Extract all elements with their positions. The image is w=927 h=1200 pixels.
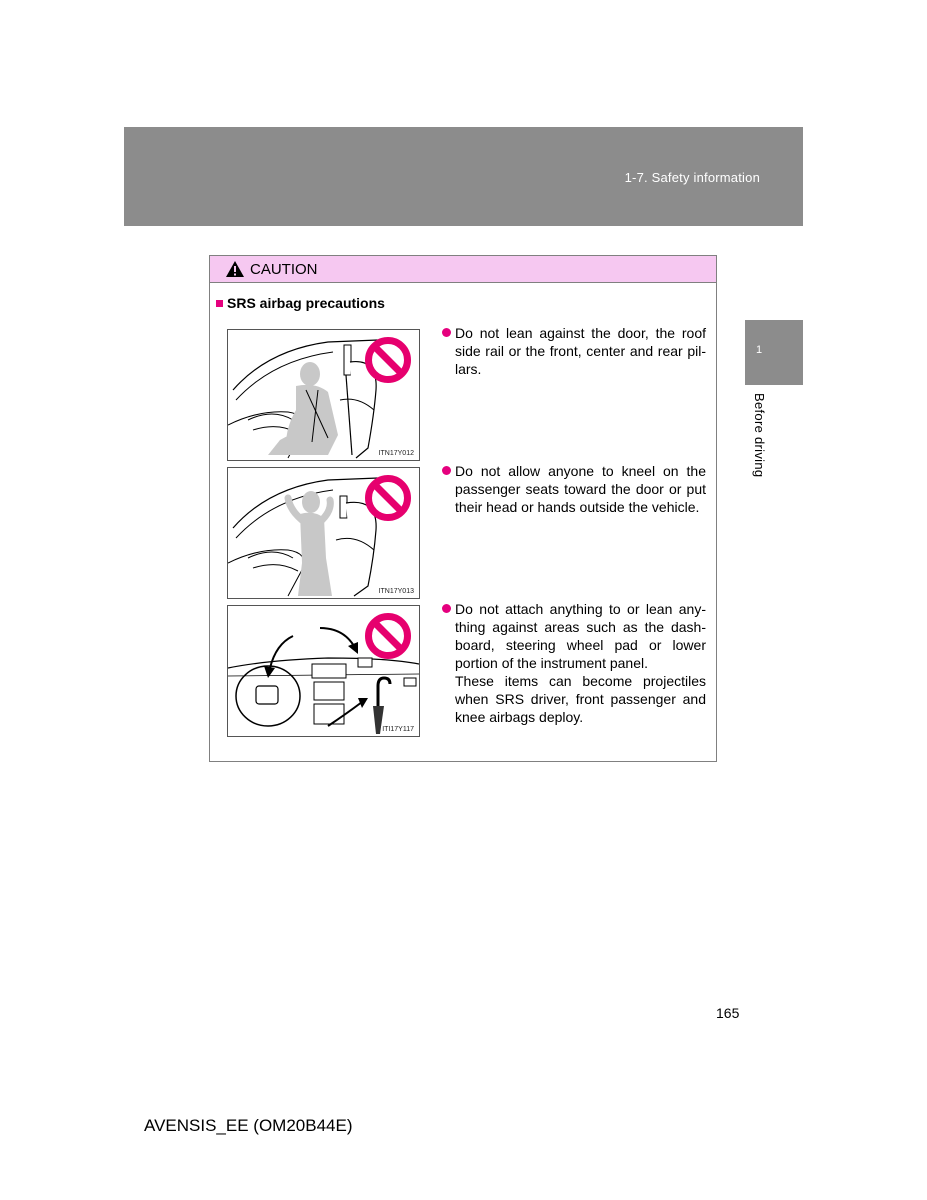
header-band [124,127,803,226]
caution-item [442,462,706,516]
caution-item [442,600,706,726]
illustration-lean-door [227,329,420,461]
prohibited-icon [364,336,412,384]
illustration-kneel-seat [227,467,420,599]
chapter-number: 1 [756,344,763,356]
prohibited-icon [364,612,412,660]
subheading-text: SRS airbag precautions [227,295,385,311]
page-number: 165 [716,1005,740,1021]
caution-item-text-main: Do not attach anything to or lean any-thing against areas such as the dash-board, steering wheel pad or lower portion of the instrument panel. [455,601,706,671]
document-id: AVENSIS_EE (OM20B44E) [144,1116,353,1135]
caution-box [209,255,717,762]
chapter-label: Before driving [752,393,767,478]
caution-item [442,324,706,378]
chapter-tab [745,320,803,385]
prohibited-icon [364,474,412,522]
image-code: ITI17Y117 [382,726,414,733]
caution-item-text: Do not lean against the door, the roof side rail or the front, center and rear pil-lars. [455,325,706,377]
caution-title: CAUTION [250,260,318,278]
image-code: ITN17Y012 [378,450,414,457]
square-bullet-icon [216,300,223,307]
caution-item-text-extra: These items can become projectiles when SRS driver, front passenger and knee airbags deploy. [455,673,706,725]
bullet-icon [442,466,451,475]
image-code: ITN17Y013 [378,588,414,595]
section-title: 1-7. Safety information [624,170,760,185]
bullet-icon [442,328,451,337]
caution-item-text: Do not allow anyone to kneel on the passenger seats toward the door or put their head or hands outside the vehicle. [455,463,706,515]
warning-triangle-icon [225,260,245,278]
bullet-icon [442,604,451,613]
caution-item-text [455,600,706,726]
subheading [216,295,385,311]
caution-header [210,256,716,283]
illustration-dashboard [227,605,420,737]
